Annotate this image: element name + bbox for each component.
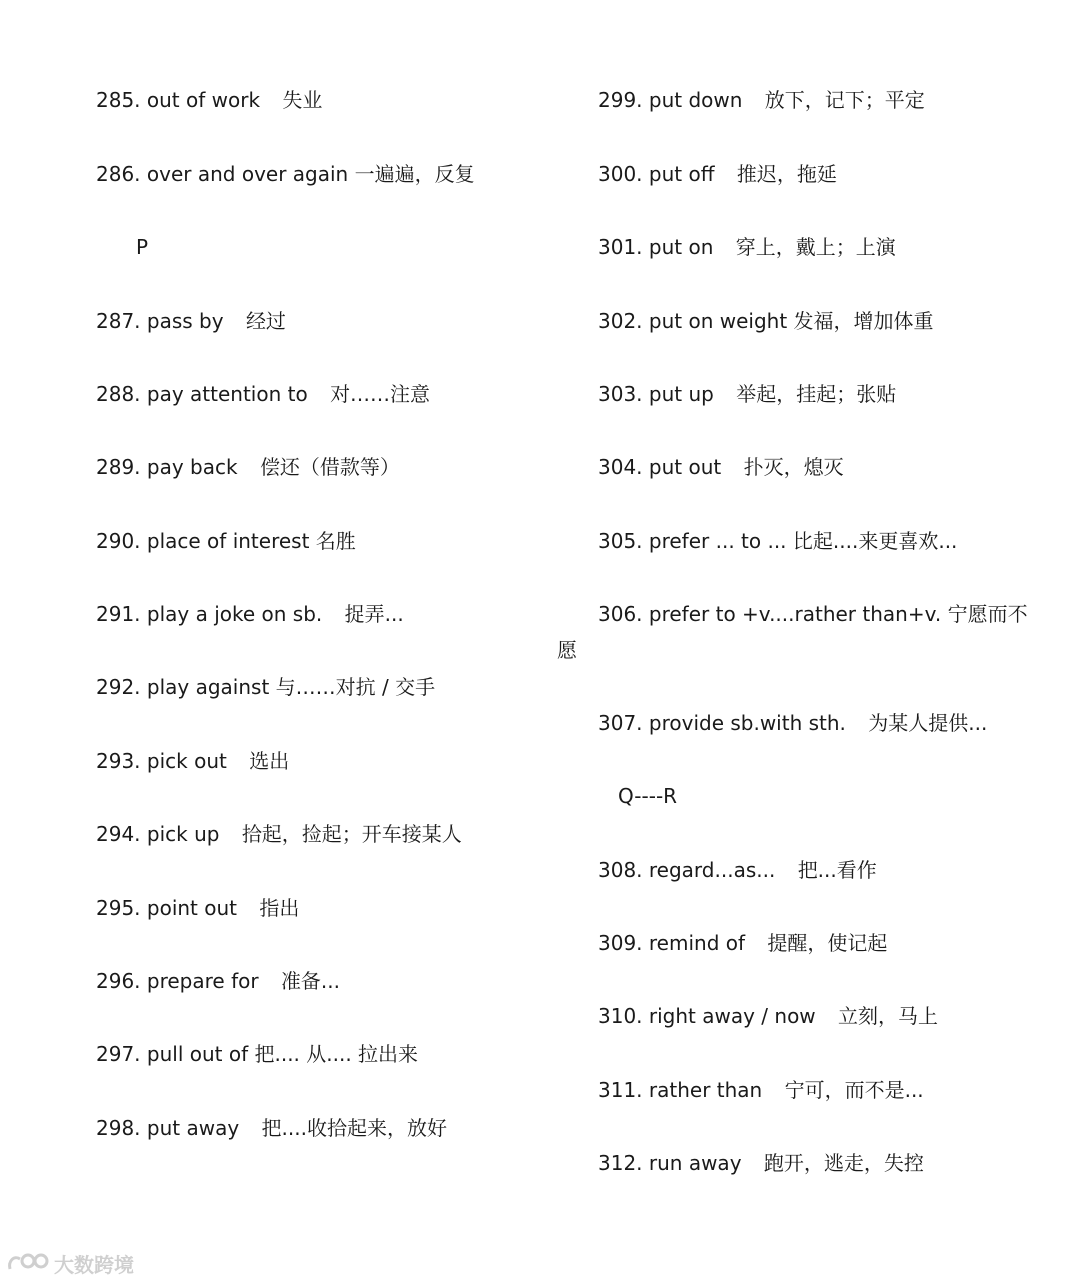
entry-meaning: 一遍遍，反复 (354, 162, 475, 186)
entry-300 (598, 160, 837, 188)
entry-299 (598, 86, 925, 114)
entry-phrase: out of work (146, 88, 261, 112)
entry-phrase: rather than (648, 1078, 763, 1102)
entry-meaning: 把.... 从.... 拉出来 (254, 1042, 419, 1066)
entry-number: 299. (598, 88, 643, 112)
entry-phrase: prefer to +v....rather than+v. (648, 602, 942, 626)
entry-306-wrap: 愿 (557, 638, 577, 662)
entry-meaning: 放下，记下；平定 (764, 88, 925, 112)
entry-meaning: 立刻，马上 (838, 1004, 939, 1028)
entry-meaning: 与……对抗 / 交手 (275, 675, 436, 699)
entry-phrase: run away (648, 1151, 742, 1175)
entry-meaning: 把....收拾起来，放好 (261, 1116, 447, 1140)
section-heading-p: P (136, 235, 149, 259)
entry-meaning: 选出 (249, 749, 290, 773)
entry-phrase: pick out (146, 749, 227, 773)
entry-number: 286. (96, 162, 141, 186)
entry-307 (598, 709, 987, 737)
entry-305 (598, 527, 957, 555)
entry-number: 307. (598, 711, 643, 735)
section-heading-q-r: Q----R (618, 784, 678, 808)
entry-number: 295. (96, 896, 141, 920)
entry-number: 302. (598, 309, 643, 333)
entry-295 (96, 894, 299, 922)
entry-289 (96, 453, 400, 481)
entry-meaning: 为某人提供... (868, 711, 988, 735)
entry-meaning: 把...看作 (797, 858, 877, 882)
entry-287 (96, 307, 286, 335)
watermark-logo-icon (6, 1251, 50, 1275)
entry-288 (96, 380, 430, 408)
entry-phrase: pull out of (146, 1042, 249, 1066)
entry-number: 291. (96, 602, 141, 626)
entry-285 (96, 86, 322, 114)
entry-phrase: put out (648, 455, 722, 479)
entry-phrase: pick up (146, 822, 220, 846)
entry-number: 293. (96, 749, 141, 773)
entry-number: 288. (96, 382, 141, 406)
entry-meaning: 举起，挂起；张贴 (736, 382, 897, 406)
entry-number: 287. (96, 309, 141, 333)
entry-phrase: pay attention to (146, 382, 308, 406)
entry-311 (598, 1076, 924, 1104)
entry-304 (598, 453, 844, 481)
entry-meaning: 拾起，捡起；开车接某人 (241, 822, 462, 846)
entry-meaning: 捉弄... (344, 602, 404, 626)
entry-phrase: put off (648, 162, 715, 186)
entry-number: 308. (598, 858, 643, 882)
entry-meaning: 扑灭，熄灭 (743, 455, 844, 479)
entry-meaning: 失业 (282, 88, 323, 112)
entry-meaning: 宁可，而不是... (784, 1078, 924, 1102)
entry-number: 292. (96, 675, 141, 699)
entry-306 (598, 600, 1028, 628)
entry-meaning: 对……注意 (330, 382, 431, 406)
entry-meaning: 准备... (280, 969, 341, 993)
entry-number: 312. (598, 1151, 643, 1175)
entry-297 (96, 1040, 418, 1068)
entry-310 (598, 1002, 938, 1030)
entry-phrase: put on weight (648, 309, 788, 333)
entry-303 (598, 380, 896, 408)
entry-meaning: 比起....来更喜欢... (792, 529, 958, 553)
entry-number: 296. (96, 969, 141, 993)
entry-number: 305. (598, 529, 643, 553)
entry-308 (598, 856, 877, 884)
entry-phrase: put away (146, 1116, 240, 1140)
entry-number: 306. (598, 602, 643, 626)
entry-number: 304. (598, 455, 643, 479)
entry-293 (96, 747, 289, 775)
entry-meaning: 名胜 (315, 529, 356, 553)
entry-number: 310. (598, 1004, 643, 1028)
entry-phrase: prefer ... to ... (648, 529, 787, 553)
entry-286 (96, 160, 475, 188)
entry-phrase: place of interest (146, 529, 310, 553)
entry-phrase: pay back (146, 455, 238, 479)
entry-meaning: 经过 (245, 309, 286, 333)
entry-number: 290. (96, 529, 141, 553)
entry-number: 289. (96, 455, 141, 479)
entry-phrase: over and over again (146, 162, 349, 186)
entry-290 (96, 527, 356, 555)
entry-phrase: remind of (648, 931, 746, 955)
entry-294 (96, 820, 462, 848)
entry-296 (96, 967, 340, 995)
entry-292 (96, 673, 435, 701)
entry-number: 285. (96, 88, 141, 112)
entry-number: 311. (598, 1078, 643, 1102)
entry-phrase: point out (146, 896, 238, 920)
entry-phrase: put down (648, 88, 743, 112)
entry-meaning: 跑开，逃走，失控 (763, 1151, 924, 1175)
watermark-text: 大数跨境 (54, 1252, 134, 1277)
entry-291 (96, 600, 404, 628)
entry-number: 309. (598, 931, 643, 955)
watermark (6, 1248, 134, 1278)
entry-number: 303. (598, 382, 643, 406)
entry-phrase: pass by (146, 309, 224, 333)
entry-meaning: 偿还（借款等） (259, 455, 400, 479)
entry-number: 298. (96, 1116, 141, 1140)
entry-meaning: 提醒，使记起 (767, 931, 888, 955)
entry-301 (598, 233, 896, 261)
entry-number: 301. (598, 235, 643, 259)
entry-number: 297. (96, 1042, 141, 1066)
entry-309 (598, 929, 887, 957)
entry-meaning: 指出 (259, 896, 300, 920)
entry-phrase: play a joke on sb. (146, 602, 323, 626)
entry-298 (96, 1114, 447, 1142)
entry-number: 300. (598, 162, 643, 186)
entry-312 (598, 1149, 924, 1177)
entry-phrase: regard...as... (648, 858, 776, 882)
entry-phrase: put on (648, 235, 714, 259)
entry-meaning: 穿上，戴上；上演 (735, 235, 896, 259)
entry-phrase: provide sb.with sth. (648, 711, 846, 735)
entry-meaning: 宁愿而不 (947, 602, 1028, 626)
entry-302 (598, 307, 934, 335)
entry-phrase: put up (648, 382, 714, 406)
entry-number: 294. (96, 822, 141, 846)
entry-phrase: prepare for (146, 969, 259, 993)
entry-phrase: right away / now (648, 1004, 816, 1028)
entry-meaning: 推迟，拖延 (736, 162, 837, 186)
entry-phrase: play against (146, 675, 270, 699)
entry-meaning: 发福，增加体重 (793, 309, 934, 333)
